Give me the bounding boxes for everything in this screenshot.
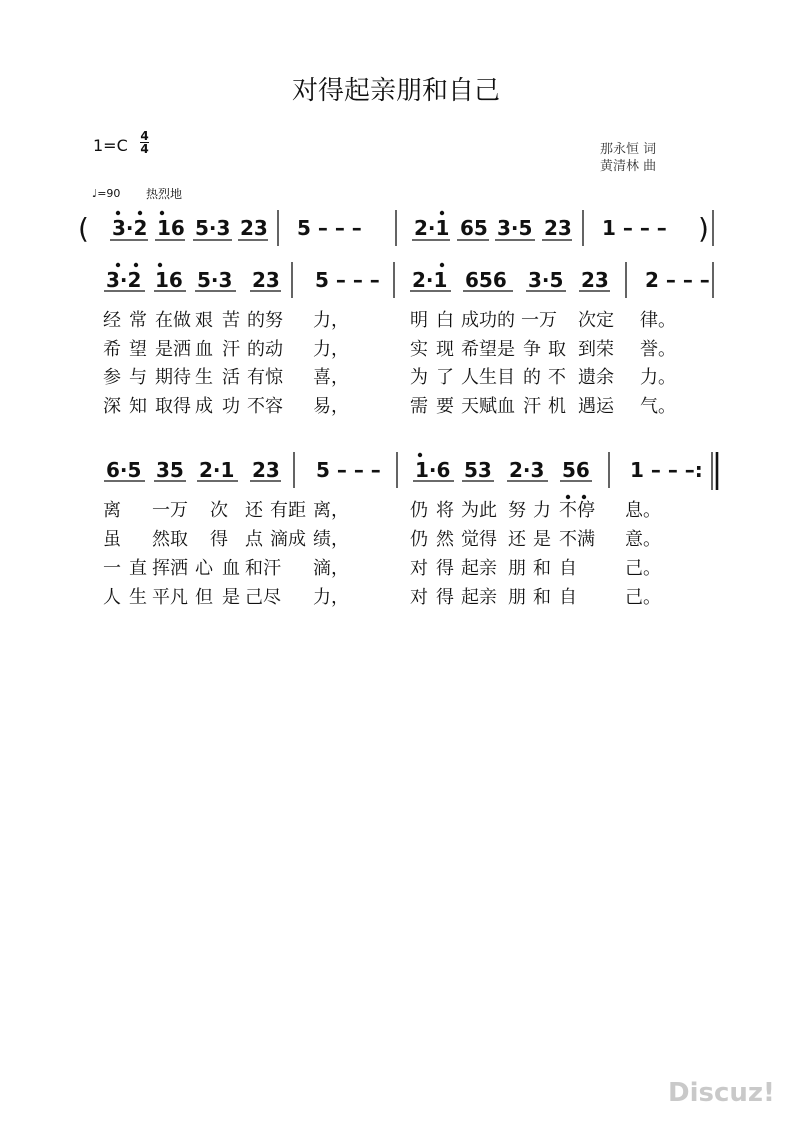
lyric-syllable: 的 [523,367,541,388]
lyric-syllable: 在做 [155,310,191,331]
lyric-syllable: 起亲 [461,587,497,608]
lyric-syllable: 离， [313,500,349,521]
key-signature: 1=C [93,136,128,155]
lyric-syllable: 意。 [625,529,661,550]
line2-note: 5 – – – [316,458,381,482]
tempo-value: =90 [97,187,121,200]
lyric-syllable: 成功的 [461,310,515,331]
line1-note: 16 [155,268,183,292]
lyric-syllable: 息。 [625,500,661,521]
lyric-syllable: 不容 [247,396,283,417]
lyric-syllable: 己。 [625,587,661,608]
intro-note: 16 [157,216,185,240]
lyric-syllable: 然取 [152,529,188,550]
lyric-syllable: 遗余 [578,367,614,388]
line2-note: 56 [562,458,590,482]
lyric-syllable: 遇运 [578,396,614,417]
lyric-syllable: 但 [195,587,213,608]
line1-note: 656 [465,268,507,292]
lyric-syllable: 心 [195,558,213,579]
lyric-syllable: 还 [245,500,263,521]
line1-note: 23 [581,268,609,292]
lyric-syllable: 白 [436,310,454,331]
lyric-syllable: 己尽 [245,587,281,608]
line1-note: 5·3 [197,268,233,292]
lyric-syllable: 是洒 [155,339,191,360]
lyric-syllable: 得 [210,529,228,550]
lyric-syllable: 天赋血 [461,396,515,417]
lyric-syllable: 活 [222,367,240,388]
lyric-syllable: 力， [313,310,349,331]
lyric-syllable: 力， [313,587,349,608]
lyric-syllable: 起亲 [461,558,497,579]
line2-note: 2·3 [509,458,545,482]
line1-note: 5 – – – [315,268,380,292]
lyric-syllable: 和 [533,587,551,608]
intro-close-paren: ) [698,212,709,245]
lyric-syllable: 不 [548,367,566,388]
lyric-syllable: 一万 [152,500,188,521]
lyric-syllable: 得 [436,587,454,608]
lyric-syllable: 易， [313,396,349,417]
lyric-syllable: 望 [129,339,147,360]
lyric-syllable: 一 [103,558,121,579]
lyric-syllable: 需 [410,396,428,417]
line2-note: 1·6 [415,458,451,482]
lyric-syllable: 还 [508,529,526,550]
intro-note: 3·2 [112,216,148,240]
intro-note: 1 – – – [602,216,667,240]
lyric-syllable: 律。 [640,310,676,331]
line2-note: 2·1 [199,458,235,482]
lyric-syllable: 努 [508,500,526,521]
lyric-syllable: 汗 [523,396,541,417]
lyric-syllable: 绩， [313,529,349,550]
lyric-syllable: 一万 [521,310,557,331]
composer-credit: 黄清林 曲 [600,159,657,174]
lyric-syllable: 力， [313,339,349,360]
lyric-syllable: 仍 [410,500,428,521]
line2-note: 1 – – –: [630,458,703,482]
lyric-syllable: 苦 [222,310,240,331]
lyric-syllable: 将 [436,500,454,521]
lyric-syllable: 力。 [640,367,676,388]
lyric-syllable: 为此 [461,500,497,521]
lyric-syllable: 点 [245,529,263,550]
lyric-syllable: 汗 [222,339,240,360]
lyric-syllable: 不满 [559,529,595,550]
lyric-syllable: 机 [548,396,566,417]
lyric-syllable: 人生目 [461,367,515,388]
lyric-syllable: 朋 [508,558,526,579]
intro-note: 23 [240,216,268,240]
lyric-syllable: 与 [129,367,147,388]
lyric-syllable: 争 [523,339,541,360]
lyric-syllable: 平凡 [152,587,188,608]
intro-note: 65 [460,216,488,240]
lyric-syllable: 自 [559,587,577,608]
line2-note: 23 [252,458,280,482]
song-title: 对得起亲朋和自己 [291,76,500,106]
lyric-syllable: 明 [410,310,428,331]
lyric-syllable: 不停 [559,500,595,521]
line1-note: 3·5 [528,268,564,292]
line2-note: 35 [156,458,184,482]
watermark-logo: Discuz! [668,1078,775,1108]
lyric-syllable: 是 [533,529,551,550]
line1-note: 3·2 [106,268,142,292]
line1-note: 23 [252,268,280,292]
lyric-syllable: 现 [436,339,454,360]
line1-note: 2 – – – [645,268,710,292]
meter-bottom: 4 [140,142,149,156]
lyric-syllable: 挥洒 [152,558,188,579]
lyric-syllable: 和汗 [245,558,281,579]
lyric-syllable: 对 [410,558,428,579]
intro-open-paren: ( [78,212,89,245]
lyric-syllable: 功 [222,396,240,417]
lyric-syllable: 虽 [103,529,121,550]
lyric-syllable: 了 [436,367,454,388]
lyric-syllable: 觉得 [461,529,497,550]
lyric-syllable: 直 [129,558,147,579]
lyric-syllable: 力 [533,500,551,521]
lyric-syllable: 实 [410,339,428,360]
lyric-syllable: 深 [103,396,121,417]
lyric-syllable: 己。 [625,558,661,579]
lyric-syllable: 经 [103,310,121,331]
lyric-syllable: 的努 [247,310,283,331]
lyric-syllable: 然 [436,529,454,550]
lyric-syllable: 朋 [508,587,526,608]
line2-note: 53 [464,458,492,482]
lyric-syllable: 知 [129,396,147,417]
lyric-syllable: 取得 [155,396,191,417]
lyric-syllable: 血 [222,558,240,579]
lyric-syllable: 有距 [270,500,306,521]
lyric-syllable: 是 [222,587,240,608]
lyric-syllable: 离 [103,500,121,521]
lyric-syllable: 希望是 [461,339,515,360]
lyric-syllable: 次定 [578,310,614,331]
lyric-syllable: 誉。 [640,339,676,360]
lyric-syllable: 次 [210,500,228,521]
mood-marking: 热烈地 [146,187,183,201]
lyric-syllable: 生 [195,367,213,388]
lyric-syllable: 血 [195,339,213,360]
lyric-syllable: 和 [533,558,551,579]
lyricist-credit: 那永恒 词 [600,142,657,157]
lyric-syllable: 艰 [195,310,213,331]
lyric-syllable: 滴成 [270,529,306,550]
lyric-syllable: 希 [103,339,121,360]
lyric-syllable: 生 [129,587,147,608]
lyric-syllable: 有惊 [247,367,283,388]
lyric-syllable: 参 [103,367,121,388]
intro-note: 5·3 [195,216,231,240]
lyric-syllable: 气。 [640,396,676,417]
lyric-syllable: 仍 [410,529,428,550]
lyric-syllable: 人 [103,587,121,608]
intro-note: 3·5 [497,216,533,240]
meter-top: 4 [140,129,149,143]
intro-note: 2·1 [414,216,450,240]
lyric-syllable: 要 [436,396,454,417]
lyric-syllable: 的动 [247,339,283,360]
quarter-note-icon: ♩ [92,187,98,200]
lyric-syllable: 取 [548,339,566,360]
lyric-syllable: 期待 [155,367,191,388]
intro-note: 5 – – – [297,216,362,240]
intro-note: 23 [544,216,572,240]
lyric-syllable: 自 [559,558,577,579]
lyric-syllable: 喜， [313,367,349,388]
lyric-syllable: 成 [195,396,213,417]
lyric-syllable: 常 [129,310,147,331]
lyric-syllable: 为 [410,367,428,388]
lyric-syllable: 对 [410,587,428,608]
lyric-syllable: 得 [436,558,454,579]
lyric-syllable: 到荣 [578,339,614,360]
lyric-syllable: 滴， [313,558,349,579]
line2-note: 6·5 [106,458,142,482]
line1-note: 2·1 [412,268,448,292]
